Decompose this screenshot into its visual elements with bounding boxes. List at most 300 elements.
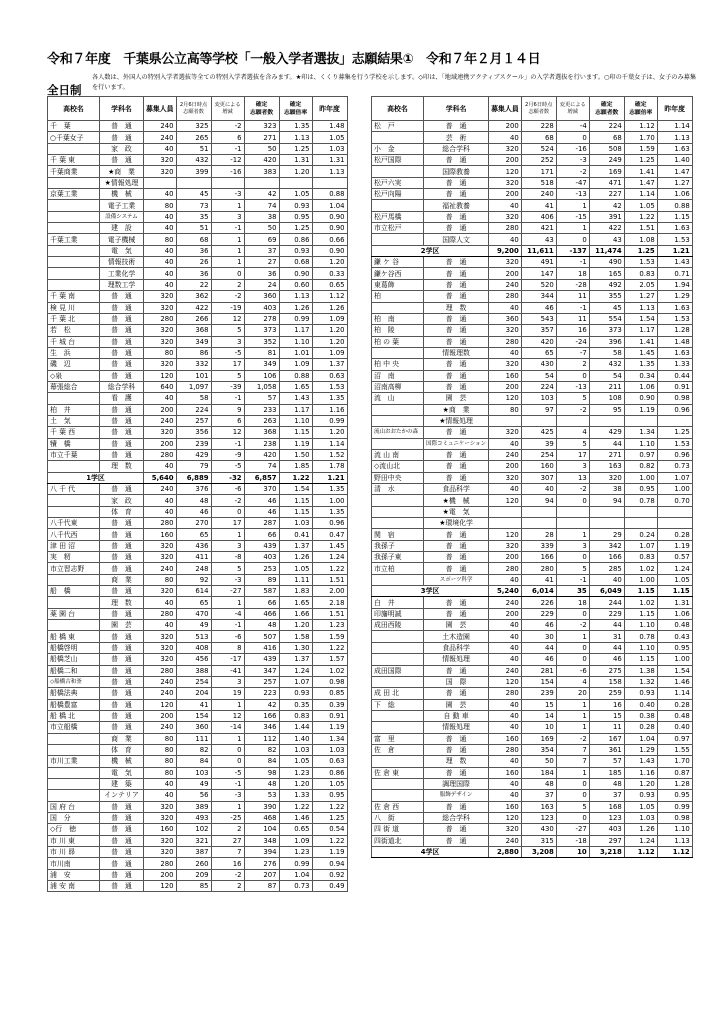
cell: 48 [244, 778, 279, 789]
cell: 1.13 [279, 291, 312, 302]
cell: 1.22 [624, 211, 657, 222]
cell: 1.05 [312, 132, 347, 143]
table-row [48, 495, 348, 506]
cell: 320 [144, 586, 177, 597]
cell: 492 [589, 279, 624, 290]
cell: 12 [211, 710, 244, 721]
table-row [372, 733, 693, 744]
cell: 224 [521, 381, 556, 392]
cell: 1.15 [624, 608, 657, 619]
table-row [48, 744, 348, 755]
cell: 48 [589, 778, 624, 789]
school-name: 小 金 [372, 143, 424, 154]
cell: 15 [521, 699, 556, 710]
course-name: ★情報処理 [424, 415, 489, 426]
table-row [372, 552, 693, 563]
cell: 1.54 [657, 665, 692, 676]
cell: 1.22 [312, 835, 347, 846]
cell: 0.95 [312, 790, 347, 801]
cell: 466 [244, 608, 279, 619]
course-name: 普 通 [424, 189, 489, 200]
cell: 0 [556, 642, 589, 653]
school-name [48, 245, 100, 256]
cell: -2 [211, 869, 244, 880]
cell: 276 [244, 858, 279, 869]
cell: 0.88 [279, 370, 312, 381]
cell: 27 [244, 257, 279, 268]
school-name [372, 132, 424, 143]
school-name: 沼南高柳 [372, 381, 424, 392]
cell: 1.70 [657, 756, 692, 767]
cell: 80 [144, 347, 177, 358]
cell: 224 [176, 404, 211, 415]
cell: 65 [176, 597, 211, 608]
cell: 27 [211, 835, 244, 846]
school-name [372, 404, 424, 415]
cell: 1.00 [657, 654, 692, 665]
cell: 1.43 [624, 756, 657, 767]
header-cell: 高校名 [48, 97, 100, 121]
cell: 45 [589, 302, 624, 313]
cell [521, 518, 556, 529]
cell: 95 [589, 404, 624, 415]
cell: 240 [144, 484, 177, 495]
table-row [48, 381, 348, 392]
table-row [372, 495, 693, 506]
school-name [48, 778, 100, 789]
school-name: ◇行 徳 [48, 824, 100, 835]
cell: 1.03 [312, 143, 347, 154]
cell: 200 [489, 121, 522, 132]
school-name: 柏 の 葉 [372, 336, 424, 347]
cell: 280 [144, 313, 177, 324]
cell: 1.15 [657, 211, 692, 222]
cell: 5 [556, 801, 589, 812]
cell: 18 [556, 268, 589, 279]
table-row [48, 790, 348, 801]
cell: 240 [489, 597, 522, 608]
cell: 19 [211, 688, 244, 699]
cell: 1.30 [279, 642, 312, 653]
course-name: 普 通 [424, 257, 489, 268]
table-header [372, 97, 693, 121]
cell: -1 [211, 620, 244, 631]
school-name: 市 川 昴 [48, 847, 100, 858]
cell: 1.27 [657, 177, 692, 188]
course-name: 普 通 [100, 586, 144, 597]
school-name: 千 葉 [48, 121, 100, 132]
cell: 1.15 [279, 495, 312, 506]
cell: 320 [144, 336, 177, 347]
cell: -12 [211, 155, 244, 166]
cell: 37 [521, 790, 556, 801]
cell: 0 [211, 268, 244, 279]
cell: 68 [589, 132, 624, 143]
course-name: 普 通 [100, 336, 144, 347]
cell: 3 [211, 540, 244, 551]
table-row [372, 608, 693, 619]
cell: 39 [521, 438, 556, 449]
course-name: 普 通 [424, 279, 489, 290]
cell: 200 [489, 381, 522, 392]
school-name [48, 461, 100, 472]
cell: 158 [589, 676, 624, 687]
cell: 46 [176, 506, 211, 517]
cell: 524 [521, 143, 556, 154]
cell: 1.34 [312, 733, 347, 744]
cell: 1 [211, 597, 244, 608]
cell: 50 [244, 143, 279, 154]
cell: 270 [176, 518, 211, 529]
cell: 10 [556, 847, 589, 858]
course-name: 普 通 [424, 177, 489, 188]
cell: 1.19 [279, 438, 312, 449]
course-name: 普 通 [424, 563, 489, 574]
table-row [372, 121, 693, 132]
cell: 1.17 [624, 325, 657, 336]
cell: -13 [556, 189, 589, 200]
cell: 154 [521, 676, 556, 687]
cell: 1.63 [657, 223, 692, 234]
cell: 1.37 [312, 359, 347, 370]
cell: 58 [589, 347, 624, 358]
course-name: 家 政 [100, 495, 144, 506]
school-name: 野田中央 [372, 472, 424, 483]
school-name [372, 790, 424, 801]
cell: 3,208 [521, 847, 556, 858]
cell: 1.12 [624, 121, 657, 132]
cell: 249 [589, 155, 624, 166]
cell: 1.06 [657, 189, 692, 200]
cell: 1.13 [312, 166, 347, 177]
cell: 1.12 [624, 847, 657, 858]
table-row [48, 688, 348, 699]
cell: 37 [589, 790, 624, 801]
cell: 1 [211, 257, 244, 268]
cell: 408 [176, 642, 211, 653]
cell: 66 [244, 529, 279, 540]
cell: 57 [589, 756, 624, 767]
district-total-row [372, 847, 693, 858]
cell: 74 [244, 200, 279, 211]
course-name: 普 通 [424, 121, 489, 132]
cell: 204 [176, 688, 211, 699]
cell: 0.83 [624, 268, 657, 279]
table-row [48, 325, 348, 336]
cell: 0.63 [312, 756, 347, 767]
cell: 2,880 [489, 847, 522, 858]
cell: 1.47 [657, 166, 692, 177]
school-name [48, 393, 100, 404]
cell: 46 [589, 654, 624, 665]
table-row [372, 143, 693, 154]
cell: 1.15 [624, 654, 657, 665]
cell [176, 177, 211, 188]
cell: 160 [489, 801, 522, 812]
cell [312, 177, 347, 188]
cell: 40 [489, 484, 522, 495]
cell: 280 [489, 291, 522, 302]
cell [589, 506, 624, 517]
cell: 5 [556, 393, 589, 404]
cell: 271 [244, 132, 279, 143]
cell: 281 [521, 665, 556, 676]
cell: 0 [556, 790, 589, 801]
cell: 1.15 [624, 586, 657, 597]
cell: -15 [556, 211, 589, 222]
cell: 1.16 [312, 404, 347, 415]
school-name [372, 495, 424, 506]
cell: 388 [176, 665, 211, 676]
cell: 1.22 [312, 642, 347, 653]
cell: 40 [144, 211, 177, 222]
header-cell: 確定 志願倍率 [279, 97, 312, 121]
cell: 240 [144, 132, 177, 143]
cell: 147 [521, 268, 556, 279]
cell: 163 [589, 461, 624, 472]
header-cell: 昨年度 [657, 97, 692, 121]
cell: 280 [489, 744, 522, 755]
cell: 40 [144, 778, 177, 789]
cell: 1.22 [279, 472, 312, 483]
cell: 87 [244, 881, 279, 892]
cell: 399 [176, 166, 211, 177]
table-row [372, 620, 693, 631]
course-name: ★機 械 [424, 495, 489, 506]
cell: 3,218 [589, 847, 624, 858]
cell: 0.57 [657, 552, 692, 563]
cell: 332 [176, 359, 211, 370]
section-label: 全日制 [47, 83, 82, 97]
cell: -5 [211, 461, 244, 472]
school-name: 磯 辺 [48, 359, 100, 370]
cell: 40 [521, 484, 556, 495]
table-row [48, 449, 348, 460]
cell: -2 [556, 620, 589, 631]
cell: 40 [144, 620, 177, 631]
cell: 103 [176, 767, 211, 778]
cell: 1.26 [279, 302, 312, 313]
cell: 0.87 [657, 767, 692, 778]
course-name: 普 通 [100, 404, 144, 415]
cell: 17 [211, 359, 244, 370]
course-name: ★電 気 [424, 506, 489, 517]
school-name: 千 葉 西 [48, 427, 100, 438]
cell: 1.20 [279, 166, 312, 177]
table-row [48, 529, 348, 540]
course-name: 普 通 [424, 461, 489, 472]
school-name: 柏 南 [372, 313, 424, 324]
course-name: 機 械 [100, 189, 144, 200]
cell: 1.35 [279, 121, 312, 132]
cell [521, 415, 556, 426]
cell: 320 [144, 540, 177, 551]
cell: 320 [144, 325, 177, 336]
school-name: 土 気 [48, 415, 100, 426]
cell: 1.48 [312, 121, 347, 132]
table-row [48, 484, 348, 495]
cell: 65 [176, 529, 211, 540]
cell: 1.65 [279, 381, 312, 392]
table-row [372, 642, 693, 653]
cell: 0.65 [279, 824, 312, 835]
cell: 46 [244, 506, 279, 517]
cell: 239 [521, 688, 556, 699]
cell: 0.98 [312, 676, 347, 687]
cell: 120 [489, 812, 522, 823]
school-name: 鎌ケ谷西 [372, 268, 424, 279]
course-name: 普 通 [100, 359, 144, 370]
cell: 0.95 [624, 484, 657, 495]
cell [624, 518, 657, 529]
cell: 1.53 [657, 234, 692, 245]
cell: 403 [589, 824, 624, 835]
cell: 1.19 [657, 540, 692, 551]
course-name: 普 通 [424, 268, 489, 279]
school-name: 国 分 [48, 812, 100, 823]
cell: 1.14 [657, 121, 692, 132]
cell: 240 [144, 676, 177, 687]
cell: 11 [589, 722, 624, 733]
cell: -5 [211, 347, 244, 358]
course-name: 普 通 [100, 121, 144, 132]
course-name: 普 通 [100, 518, 144, 529]
table-row [372, 257, 693, 268]
cell: 320 [144, 801, 177, 812]
table-row [372, 710, 693, 721]
cell: 422 [589, 223, 624, 234]
course-name: 土木造園 [424, 631, 489, 642]
cell: 0.78 [624, 495, 657, 506]
course-name: 普 通 [100, 347, 144, 358]
cell: 38 [589, 484, 624, 495]
cell: 56 [176, 790, 211, 801]
table-row [48, 835, 348, 846]
table-row [48, 279, 348, 290]
cell: 1.19 [624, 404, 657, 415]
school-name: 成田西陵 [372, 620, 424, 631]
cell: 248 [176, 563, 211, 574]
cell: 320 [144, 302, 177, 313]
cell: 166 [521, 552, 556, 563]
cell: 307 [521, 472, 556, 483]
school-name: 佐 倉 西 [372, 801, 424, 812]
course-name: 調理国際 [424, 778, 489, 789]
cell: 0 [556, 608, 589, 619]
cell: 6 [211, 415, 244, 426]
cell: 1.27 [624, 291, 657, 302]
cell: 394 [244, 847, 279, 858]
cell: 40 [489, 710, 522, 721]
cell: 40 [144, 245, 177, 256]
cell: 1.44 [279, 722, 312, 733]
table-row [372, 415, 693, 426]
school-name: 八千代東 [48, 518, 100, 529]
cell: -24 [556, 336, 589, 347]
course-name: インテリア [100, 790, 144, 801]
cell: 403 [244, 552, 279, 563]
course-name: 普 通 [100, 427, 144, 438]
school-name: 市立船橋 [48, 722, 100, 733]
table-row [48, 710, 348, 721]
school-name: 船 橋 [48, 586, 100, 597]
school-name: 千 葉 北 [48, 313, 100, 324]
school-name [48, 257, 100, 268]
cell: 1.15 [279, 506, 312, 517]
school-name [372, 438, 424, 449]
cell: 1.04 [312, 200, 347, 211]
cell: 6,889 [176, 472, 211, 483]
cell [657, 518, 692, 529]
school-name: 鎌 ケ 谷 [372, 257, 424, 268]
cell: 1.14 [624, 189, 657, 200]
cell: 50 [521, 756, 556, 767]
cell: 4 [556, 676, 589, 687]
cell: 1.54 [279, 484, 312, 495]
school-name: 市 川 東 [48, 835, 100, 846]
cell: 0.93 [624, 688, 657, 699]
table-row [372, 313, 693, 324]
course-name: 普 通 [424, 744, 489, 755]
table-row [372, 722, 693, 733]
cell: 349 [176, 336, 211, 347]
cell: 20 [556, 688, 589, 699]
cell: 1 [211, 733, 244, 744]
cell: 53 [244, 790, 279, 801]
cell: 240 [489, 279, 522, 290]
cell: 2 [211, 881, 244, 892]
cell [211, 177, 244, 188]
cell: 40 [489, 438, 522, 449]
school-name: 松戸国際 [372, 155, 424, 166]
school-name [48, 620, 100, 631]
cell: -1 [211, 393, 244, 404]
cell: -4 [211, 608, 244, 619]
cell: 0 [211, 756, 244, 767]
cell: 321 [176, 835, 211, 846]
cell: 1.12 [312, 291, 347, 302]
cell: 1.15 [657, 586, 692, 597]
table-row [48, 665, 348, 676]
cell: 406 [521, 211, 556, 222]
cell: 209 [176, 869, 211, 880]
table-row [372, 676, 693, 687]
header-cell: 確定 志願者数 [589, 97, 624, 121]
cell: 320 [489, 177, 522, 188]
cell: 13 [556, 472, 589, 483]
cell: 280 [489, 336, 522, 347]
cell: 320 [489, 427, 522, 438]
cell: 239 [176, 438, 211, 449]
table-row [48, 132, 348, 143]
cell: 0 [556, 132, 589, 143]
cell: 436 [176, 540, 211, 551]
cell: 44 [589, 620, 624, 631]
cell: 1.83 [279, 586, 312, 597]
district-total-row [372, 586, 693, 597]
cell: 0.88 [312, 189, 347, 200]
cell: 1.59 [312, 631, 347, 642]
cell: 320 [144, 631, 177, 642]
course-name: 普 通 [100, 835, 144, 846]
table-row [48, 654, 348, 665]
cell: 36 [176, 245, 211, 256]
cell: 1.03 [624, 812, 657, 823]
school-name: 市立松戸 [372, 223, 424, 234]
cell: 98 [244, 767, 279, 778]
cell: 1.25 [279, 223, 312, 234]
course-name: 普 通 [424, 291, 489, 302]
